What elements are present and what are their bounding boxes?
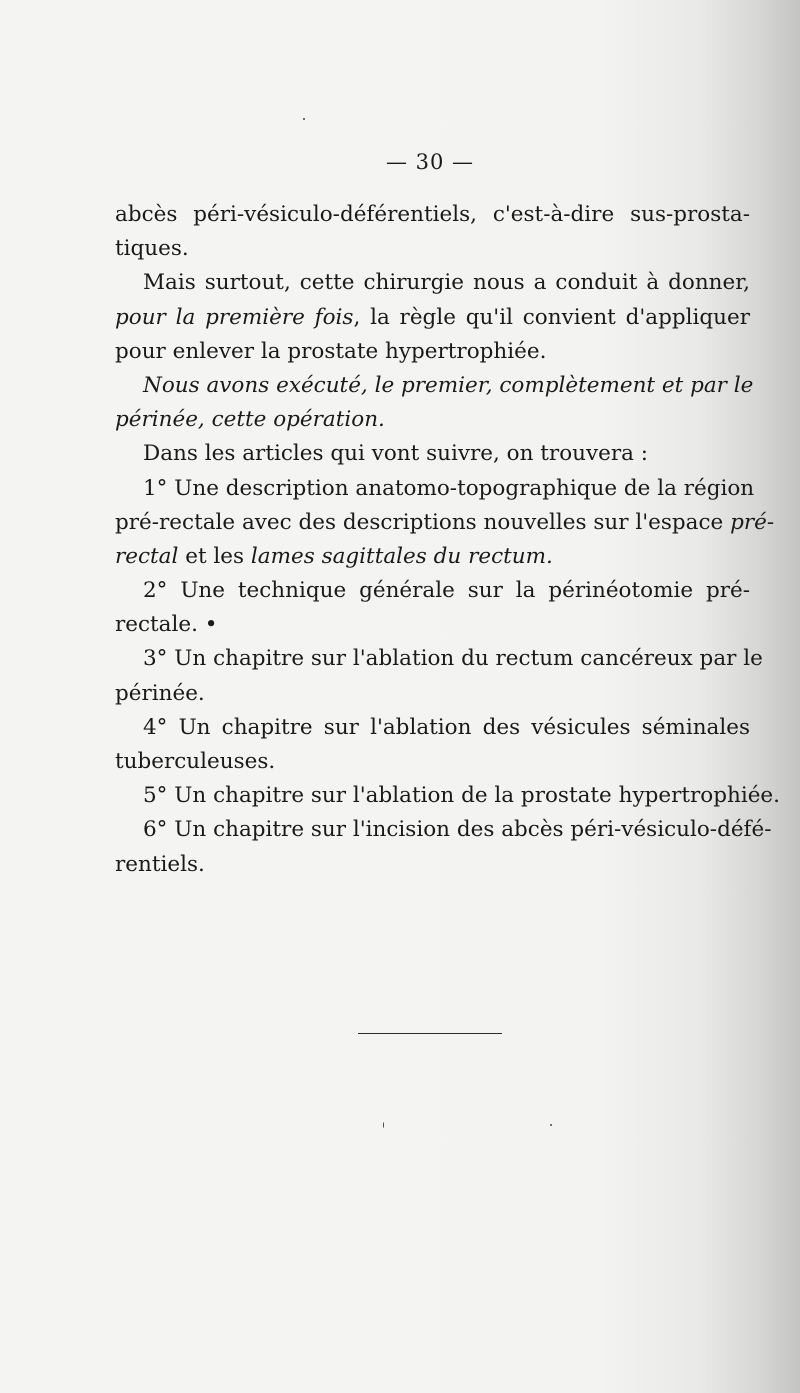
text-line [115, 608, 750, 642]
text-line [115, 506, 775, 540]
text-segment: 5° Un chapitre sur l'ablation de la prostate hypertrophiée. [143, 783, 780, 809]
text-line [115, 232, 750, 266]
italic-text: pré- [730, 509, 775, 535]
text-line [115, 369, 754, 403]
text-segment: abcès péri-vésiculo-déférentiels, c'est-à-dire sus-prosta- [115, 202, 750, 227]
italic-text: lames sagittales du rectum. [250, 543, 553, 569]
text-segment: 1° Une description anatomo-topographique de la région [143, 475, 755, 501]
text-segment: 4° Un chapitre sur l'ablation des vésicules séminales [143, 714, 750, 740]
text-line [115, 779, 780, 813]
text-line [115, 642, 763, 676]
text-line [115, 301, 750, 335]
text-line [115, 711, 750, 745]
text-segment: Mais surtout, cette chirurgie nous a conduit à donner, [143, 270, 750, 296]
text-line [115, 472, 755, 506]
text-line [115, 677, 750, 711]
text-segment: pré-rectale avec des descriptions nouvelles sur l'espace [115, 509, 731, 535]
text-segment: périnée. [115, 680, 205, 706]
italic-text: périnée, cette opération. [115, 407, 385, 433]
text-segment: rectale. • [115, 612, 218, 638]
text-line [115, 540, 750, 574]
text-segment: 2° Une technique générale sur la périnéotomie pré- [143, 578, 750, 604]
text-segment: , la règle qu'il convient d'appliquer [353, 304, 750, 330]
italic-text: pour la première fois [115, 304, 354, 330]
text-line [115, 403, 750, 437]
body-text [115, 198, 780, 882]
text-segment: rentiels. [115, 851, 205, 877]
italic-text: Nous avons exécuté, le premier, complètement et par le [143, 372, 754, 398]
italic-text: rectal [115, 543, 179, 569]
text-segment: et les [178, 543, 251, 569]
scan-speck [303, 118, 305, 120]
text-segment: pour enlever la prostate hypertrophiée. [115, 338, 547, 364]
scan-speck [550, 1124, 552, 1126]
text-line [115, 848, 750, 882]
text-line [115, 335, 750, 369]
page-number: — 30 — [385, 150, 475, 174]
text-line [115, 198, 750, 232]
text-line [115, 813, 772, 847]
text-line [115, 745, 750, 779]
text-segment: tuberculeuses. [115, 749, 276, 774]
text-segment: 3° Un chapitre sur l'ablation du rectum cancéreux par le [143, 646, 763, 672]
text-line [115, 266, 750, 300]
text-line [115, 437, 750, 471]
scan-speck [383, 1122, 384, 1128]
text-segment: 6° Un chapitre sur l'incision des abcès péri-vésiculo-défé- [143, 817, 772, 843]
end-rule [358, 1033, 502, 1034]
text-segment: Dans les articles qui vont suivre, on trouvera : [143, 441, 649, 467]
text-line [115, 574, 750, 608]
text-segment: tiques. [115, 236, 189, 262]
